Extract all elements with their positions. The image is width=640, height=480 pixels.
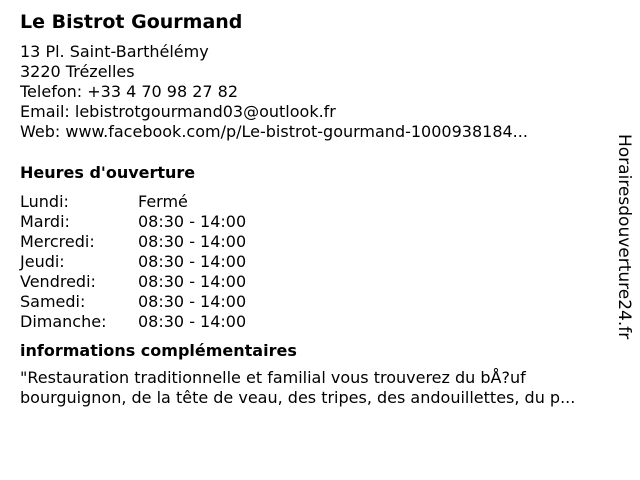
- hours-time: 08:30 - 14:00: [138, 292, 247, 311]
- hours-time: 08:30 - 14:00: [138, 252, 247, 271]
- hours-row-wednesday: [20, 232, 610, 252]
- hours-row-sunday: [20, 312, 610, 332]
- business-name: Le Bistrot Gourmand: [20, 11, 243, 33]
- additional-info-line: bourguignon, de la tête de veau, des tripes, des andouillettes, du p...: [20, 388, 576, 407]
- additional-info-text: [20, 368, 610, 408]
- business-card: [20, 9, 610, 408]
- hours-time: 08:30 - 14:00: [138, 212, 247, 231]
- hours-row-friday: [20, 272, 610, 292]
- opening-hours-heading: Heures d'ouverture: [20, 163, 196, 182]
- website: Web: www.facebook.com/p/Le-bistrot-gourmand-1000938184...: [20, 122, 528, 141]
- hours-row-thursday: [20, 252, 610, 272]
- address-line-2: 3220 Trézelles: [20, 62, 135, 81]
- hours-day: Vendredi:: [20, 272, 96, 291]
- hours-day: Jeudi:: [20, 252, 65, 271]
- address-line-1: 13 Pl. Saint-Barthélémy: [20, 42, 209, 61]
- hours-row-tuesday: [20, 212, 610, 232]
- hours-time: Fermé: [138, 192, 188, 211]
- site-watermark: Horairesdouverture24.fr: [614, 134, 634, 340]
- hours-row-monday: [20, 192, 610, 212]
- hours-day: Mardi:: [20, 212, 70, 231]
- phone: Telefon: +33 4 70 98 27 82: [20, 82, 239, 101]
- hours-time: 08:30 - 14:00: [138, 312, 247, 331]
- additional-info-line: "Restauration traditionnelle et familial vous trouverez du bÅ?uf: [20, 368, 526, 387]
- hours-day: Lundi:: [20, 192, 69, 211]
- additional-info-heading: informations complémentaires: [20, 341, 297, 360]
- email: Email: lebistrotgourmand03@outlook.fr: [20, 102, 336, 121]
- hours-day: Mercredi:: [20, 232, 95, 251]
- hours-time: 08:30 - 14:00: [138, 272, 247, 291]
- hours-time: 08:30 - 14:00: [138, 232, 247, 251]
- hours-row-saturday: [20, 292, 610, 312]
- hours-day: Dimanche:: [20, 312, 107, 331]
- opening-hours-table: [20, 192, 610, 332]
- hours-day: Samedi:: [20, 292, 86, 311]
- contact-block: [20, 42, 610, 142]
